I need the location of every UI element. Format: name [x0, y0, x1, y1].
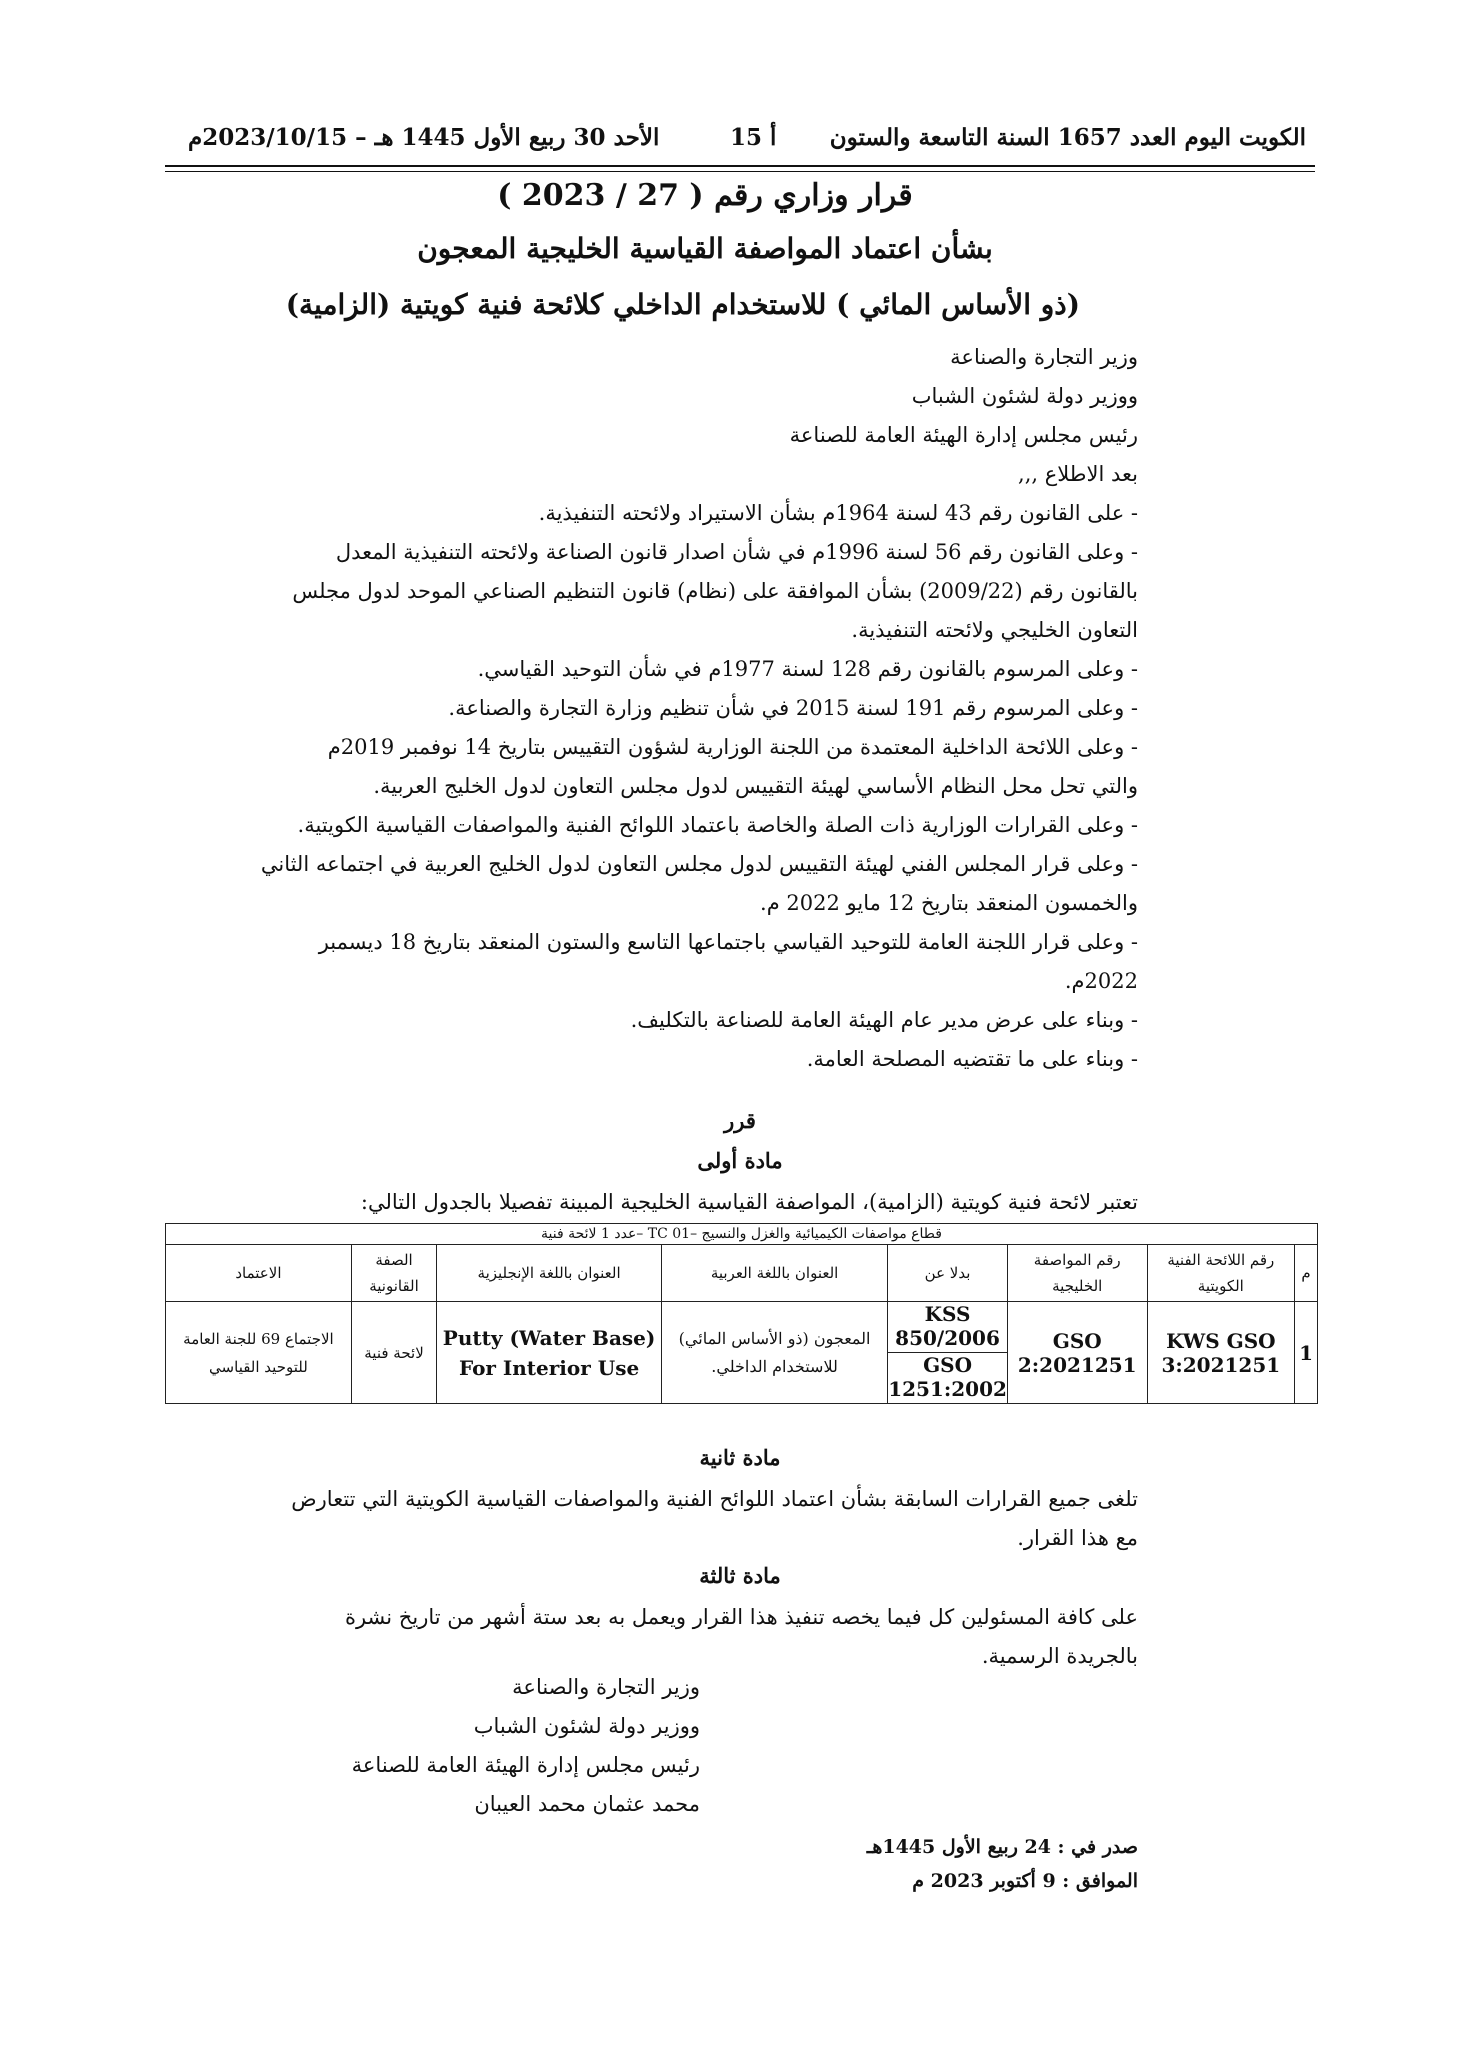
row-replaces-kss: KSS 850/2006: [888, 1302, 1007, 1353]
table-sector-row: [166, 1224, 1318, 1245]
article-1-text: تعتبر لائحة فنية كويتية (الزامية)، المواصفة القياسية الخليجية المبينة تفصيلا بالجدول التالي:: [360, 1190, 1138, 1214]
header-issue: الكويت اليوم العدد 1657 السنة التاسعة والستون: [829, 124, 1306, 151]
preamble-title-1: وزير التجارة والصناعة: [950, 345, 1138, 369]
table-header-row: [166, 1245, 1318, 1302]
article-3-text-line-2: بالجريدة الرسمية.: [981, 1644, 1138, 1668]
preamble-title-3: رئيس مجلس إدارة الهيئة العامة للصناعة: [789, 423, 1138, 447]
recital-2-line-2: بالقانون رقم (2009/22) بشأن الموافقة على (نظام) قانون التنظيم الصناعي الموحد لدول مجلس: [292, 579, 1138, 603]
recital-2-line-1: - وعلى القانون رقم 56 لسنة 1996م في شأن اصدار قانون الصناعة ولائحته التنفيذية المعدل: [335, 540, 1138, 564]
article-2-text-line-1: تلغى جميع القرارات السابقة بشأن اعتماد اللوائح الفنية والمواصفات القياسية الكويتية التي تتعارض: [291, 1487, 1138, 1511]
issued-hijri: صدر في : 24 ربيع الأول 1445هـ: [866, 1836, 1138, 1858]
col-kuwaiti-regulation: رقم اللائحة الفنية الكويتية: [1147, 1245, 1295, 1302]
row-replaces: [888, 1302, 1008, 1404]
recital-6: - وعلى القرارات الوزارية ذات الصلة والخاصة باعتماد اللوائح الفنية والمواصفات القياسية الكويتية.: [297, 813, 1138, 837]
header-date: الأحد 30 ربيع الأول 1445 هـ – 2023/10/15م: [188, 124, 660, 151]
recital-2-line-3: التعاون الخليجي ولائحته التنفيذية.: [851, 618, 1138, 642]
regulations-table: [165, 1223, 1318, 1404]
article-3-heading: مادة ثالثة: [699, 1563, 781, 1588]
table-row: [166, 1302, 1318, 1404]
decree-subject-line1: بشأن اعتماد المواصفة القياسية الخليجية المعجون: [417, 232, 993, 265]
col-title-english: العنوان باللغة الإنجليزية: [437, 1245, 662, 1302]
col-approval: الاعتماد: [166, 1245, 352, 1302]
article-2-text-line-2: مع هذا القرار.: [1017, 1526, 1138, 1550]
recital-1: - على القانون رقم 43 لسنة 1964م بشأن الاستيراد ولائحته التنفيذية.: [538, 501, 1138, 525]
article-1-heading: مادة أولى: [697, 1148, 783, 1173]
preamble-after-review: بعد الاطلاع ,,,: [1018, 462, 1138, 486]
issue-dates: [738, 1830, 1138, 1898]
col-gso-number: رقم المواصفة الخليجية: [1007, 1245, 1147, 1302]
signature-title-1: وزير التجارة والصناعة: [512, 1675, 700, 1699]
row-replaces-gso: GSO 1251:2002: [888, 1353, 1007, 1401]
row-legal-status: لائحة فنية: [351, 1302, 436, 1404]
signatory-name: محمد عثمان محمد العيبان: [474, 1792, 700, 1816]
row-title-arabic: المعجون (ذو الأساس المائي) للاستخدام الداخلي.: [661, 1302, 887, 1404]
preamble-title-2: ووزير دولة لشئون الشباب: [911, 384, 1138, 408]
signature-block: [351, 1668, 700, 1824]
row-gso-number: GSO 2:2021251: [1007, 1302, 1147, 1404]
article-1: [348, 1183, 1138, 1222]
signature-title-3: رئيس مجلس إدارة الهيئة العامة للصناعة: [351, 1753, 700, 1777]
col-title-arabic: العنوان باللغة العربية: [661, 1245, 887, 1302]
preamble: [260, 338, 1138, 1079]
row-approval: الاجتماع 69 للجنة العامة للتوحيد القياسي: [166, 1302, 352, 1404]
header-rule-thin: [165, 171, 1315, 172]
recital-3: - وعلى المرسوم بالقانون رقم 128 لسنة 1977م في شأن التوحيد القياسي.: [477, 657, 1138, 681]
recital-5-line-1: - وعلى اللائحة الداخلية المعتمدة من اللجنة الوزارية لشؤون التقييس بتاريخ 14 نوفمبر 2019م: [327, 735, 1138, 759]
recital-5-line-2: والتي تحل محل النظام الأساسي لهيئة التقييس لدول مجلس التعاون لدول الخليج العربية.: [373, 774, 1138, 798]
table-sector-label: قطاع مواصفات الكيميائية والغزل والنسيج –TC 01 –عدد 1 لائحة فنية: [166, 1224, 1318, 1245]
col-legal-status: الصفة القانونية: [351, 1245, 436, 1302]
col-number: م: [1295, 1245, 1318, 1302]
issued-gregorian: الموافق : 9 أكتوبر 2023 م: [912, 1870, 1138, 1892]
row-number: 1: [1295, 1302, 1318, 1404]
recital-7-line-2: والخمسون المنعقد بتاريخ 12 مايو 2022 م.: [760, 891, 1138, 915]
article-3-text-line-1: على كافة المسئولين كل فيما يخصه تنفيذ هذا القرار ويعمل به بعد ستة أشهر من تاريخ نشرة: [344, 1605, 1138, 1629]
article-2: [291, 1480, 1138, 1558]
decree-title: قرار وزاري رقم ( 27 / 2023 ): [497, 178, 913, 213]
header-page-number: أ 15: [730, 124, 777, 151]
decided-heading: قرر: [724, 1108, 756, 1133]
signature-title-2: ووزير دولة لشئون الشباب: [473, 1714, 700, 1738]
article-3: [344, 1598, 1138, 1676]
header-rule: [165, 165, 1315, 167]
col-replaces: بدلا عن: [888, 1245, 1008, 1302]
decree-subject-line2: (ذو الأساس المائي ) للاستخدام الداخلي كلائحة فنية كويتية (الزامية): [285, 288, 1080, 321]
recital-10: - وبناء على ما تقتضيه المصلحة العامة.: [806, 1047, 1138, 1071]
recital-8-line-1: - وعلى قرار اللجنة العامة للتوحيد القياسي باجتماعها التاسع والستون المنعقد بتاريخ 18 ديسمبر: [318, 930, 1138, 954]
row-title-english: Putty (Water Base) For Interior Use: [437, 1302, 662, 1404]
recital-4: - وعلى المرسوم رقم 191 لسنة 2015 في شأن تنظيم وزارة التجارة والصناعة.: [448, 696, 1138, 720]
recital-7-line-1: - وعلى قرار المجلس الفني لهيئة التقييس لدول مجلس التعاون لدول الخليج العربية في اجتماعه الثاني: [260, 852, 1138, 876]
article-2-heading: مادة ثانية: [699, 1445, 781, 1470]
row-kuwaiti-regulation: KWS GSO 3:2021251: [1147, 1302, 1295, 1404]
recital-8-line-2: 2022م.: [1064, 969, 1138, 993]
recital-9: - وبناء على عرض مدير عام الهيئة العامة للصناعة بالتكليف.: [630, 1008, 1138, 1032]
